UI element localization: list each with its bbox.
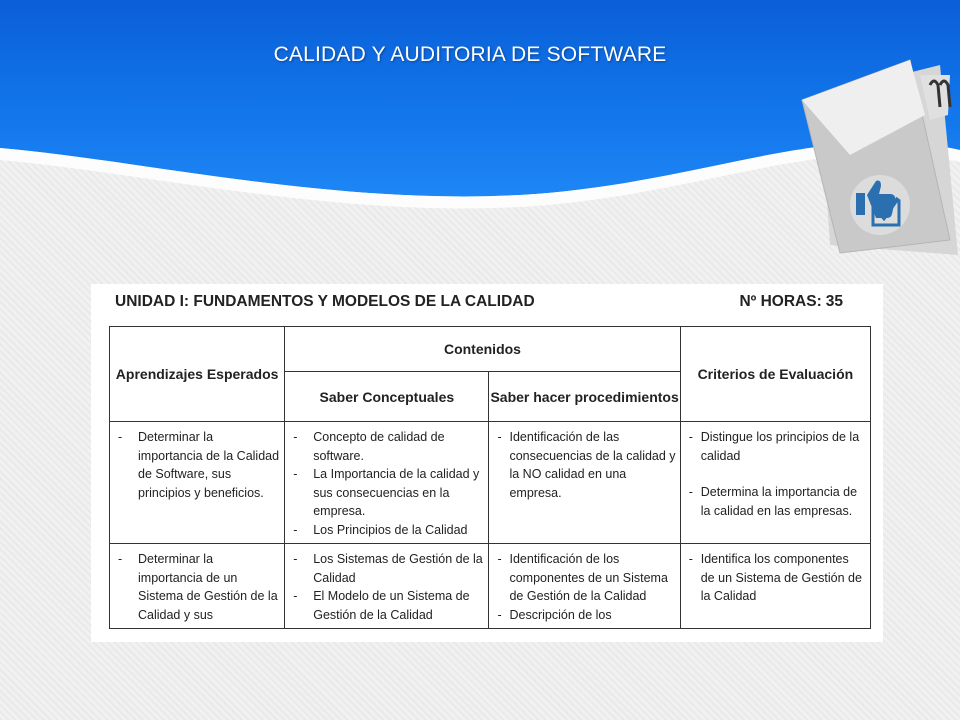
- list-item: - El Modelo de un Sistema de Gestión de la Calidad: [289, 587, 484, 624]
- cell-procedimientos: [489, 422, 680, 544]
- table-row: [110, 422, 871, 544]
- list-item: - Identificación de las consecuencias de la calidad y la NO calidad en una empresa.: [493, 428, 675, 502]
- list-item: - Los Sistemas de Gestión de la Calidad: [289, 550, 484, 587]
- table-row: [110, 544, 871, 629]
- cell-criterios: [680, 544, 870, 629]
- list-item: - Concepto de calidad de software.: [289, 428, 484, 465]
- hours-label: Nº HORAS:: [739, 293, 822, 310]
- list-item: - Identificación de los componentes de un Sistema de Gestión de la Calidad: [493, 550, 675, 606]
- slide-title: CALIDAD Y AUDITORIA DE SOFTWARE: [273, 43, 667, 66]
- list-item: - Distingue los principios de la calidad: [685, 428, 866, 465]
- list-item: - Determinar la importancia de un Sistema de Gestión de la Calidad y sus: [114, 550, 280, 624]
- header-aprendizajes: Aprendizajes Esperados: [110, 327, 285, 422]
- list-item: - Descripción de los: [493, 606, 675, 625]
- cell-conceptuales: [285, 422, 489, 544]
- cell-aprendizajes: [110, 422, 285, 544]
- list-item: - Determinar la importancia de la Calidad de Software, sus principios y beneficios.: [114, 428, 280, 502]
- cell-procedimientos: [489, 544, 680, 629]
- list-item: - La Importancia de la calidad y sus consecuencias en la empresa.: [289, 465, 484, 521]
- syllabus-table: [109, 326, 871, 629]
- hours-value: 35: [825, 293, 843, 310]
- unit-title: UNIDAD I: FUNDAMENTOS Y MODELOS DE LA CALIDAD: [115, 293, 535, 310]
- list-item: - Determina la importancia de la calidad en las empresas.: [685, 483, 866, 520]
- list-item: - Los Principios de la Calidad: [289, 521, 484, 540]
- cell-conceptuales: [285, 544, 489, 629]
- cell-aprendizajes: [110, 544, 285, 629]
- header-criterios: Criterios de Evaluación: [680, 327, 870, 422]
- header-contenidos: Contenidos: [285, 327, 681, 372]
- header-saber-hacer: Saber hacer procedimientos: [489, 372, 680, 422]
- header-saber-conceptuales: Saber Conceptuales: [285, 372, 489, 422]
- page-curl-decoration: [790, 55, 960, 275]
- cell-criterios: [680, 422, 870, 544]
- unit-hours: [739, 293, 843, 311]
- syllabus-document: [91, 284, 883, 642]
- list-item: - Identifica los componentes de un Sistema de Gestión de la Calidad: [685, 550, 866, 606]
